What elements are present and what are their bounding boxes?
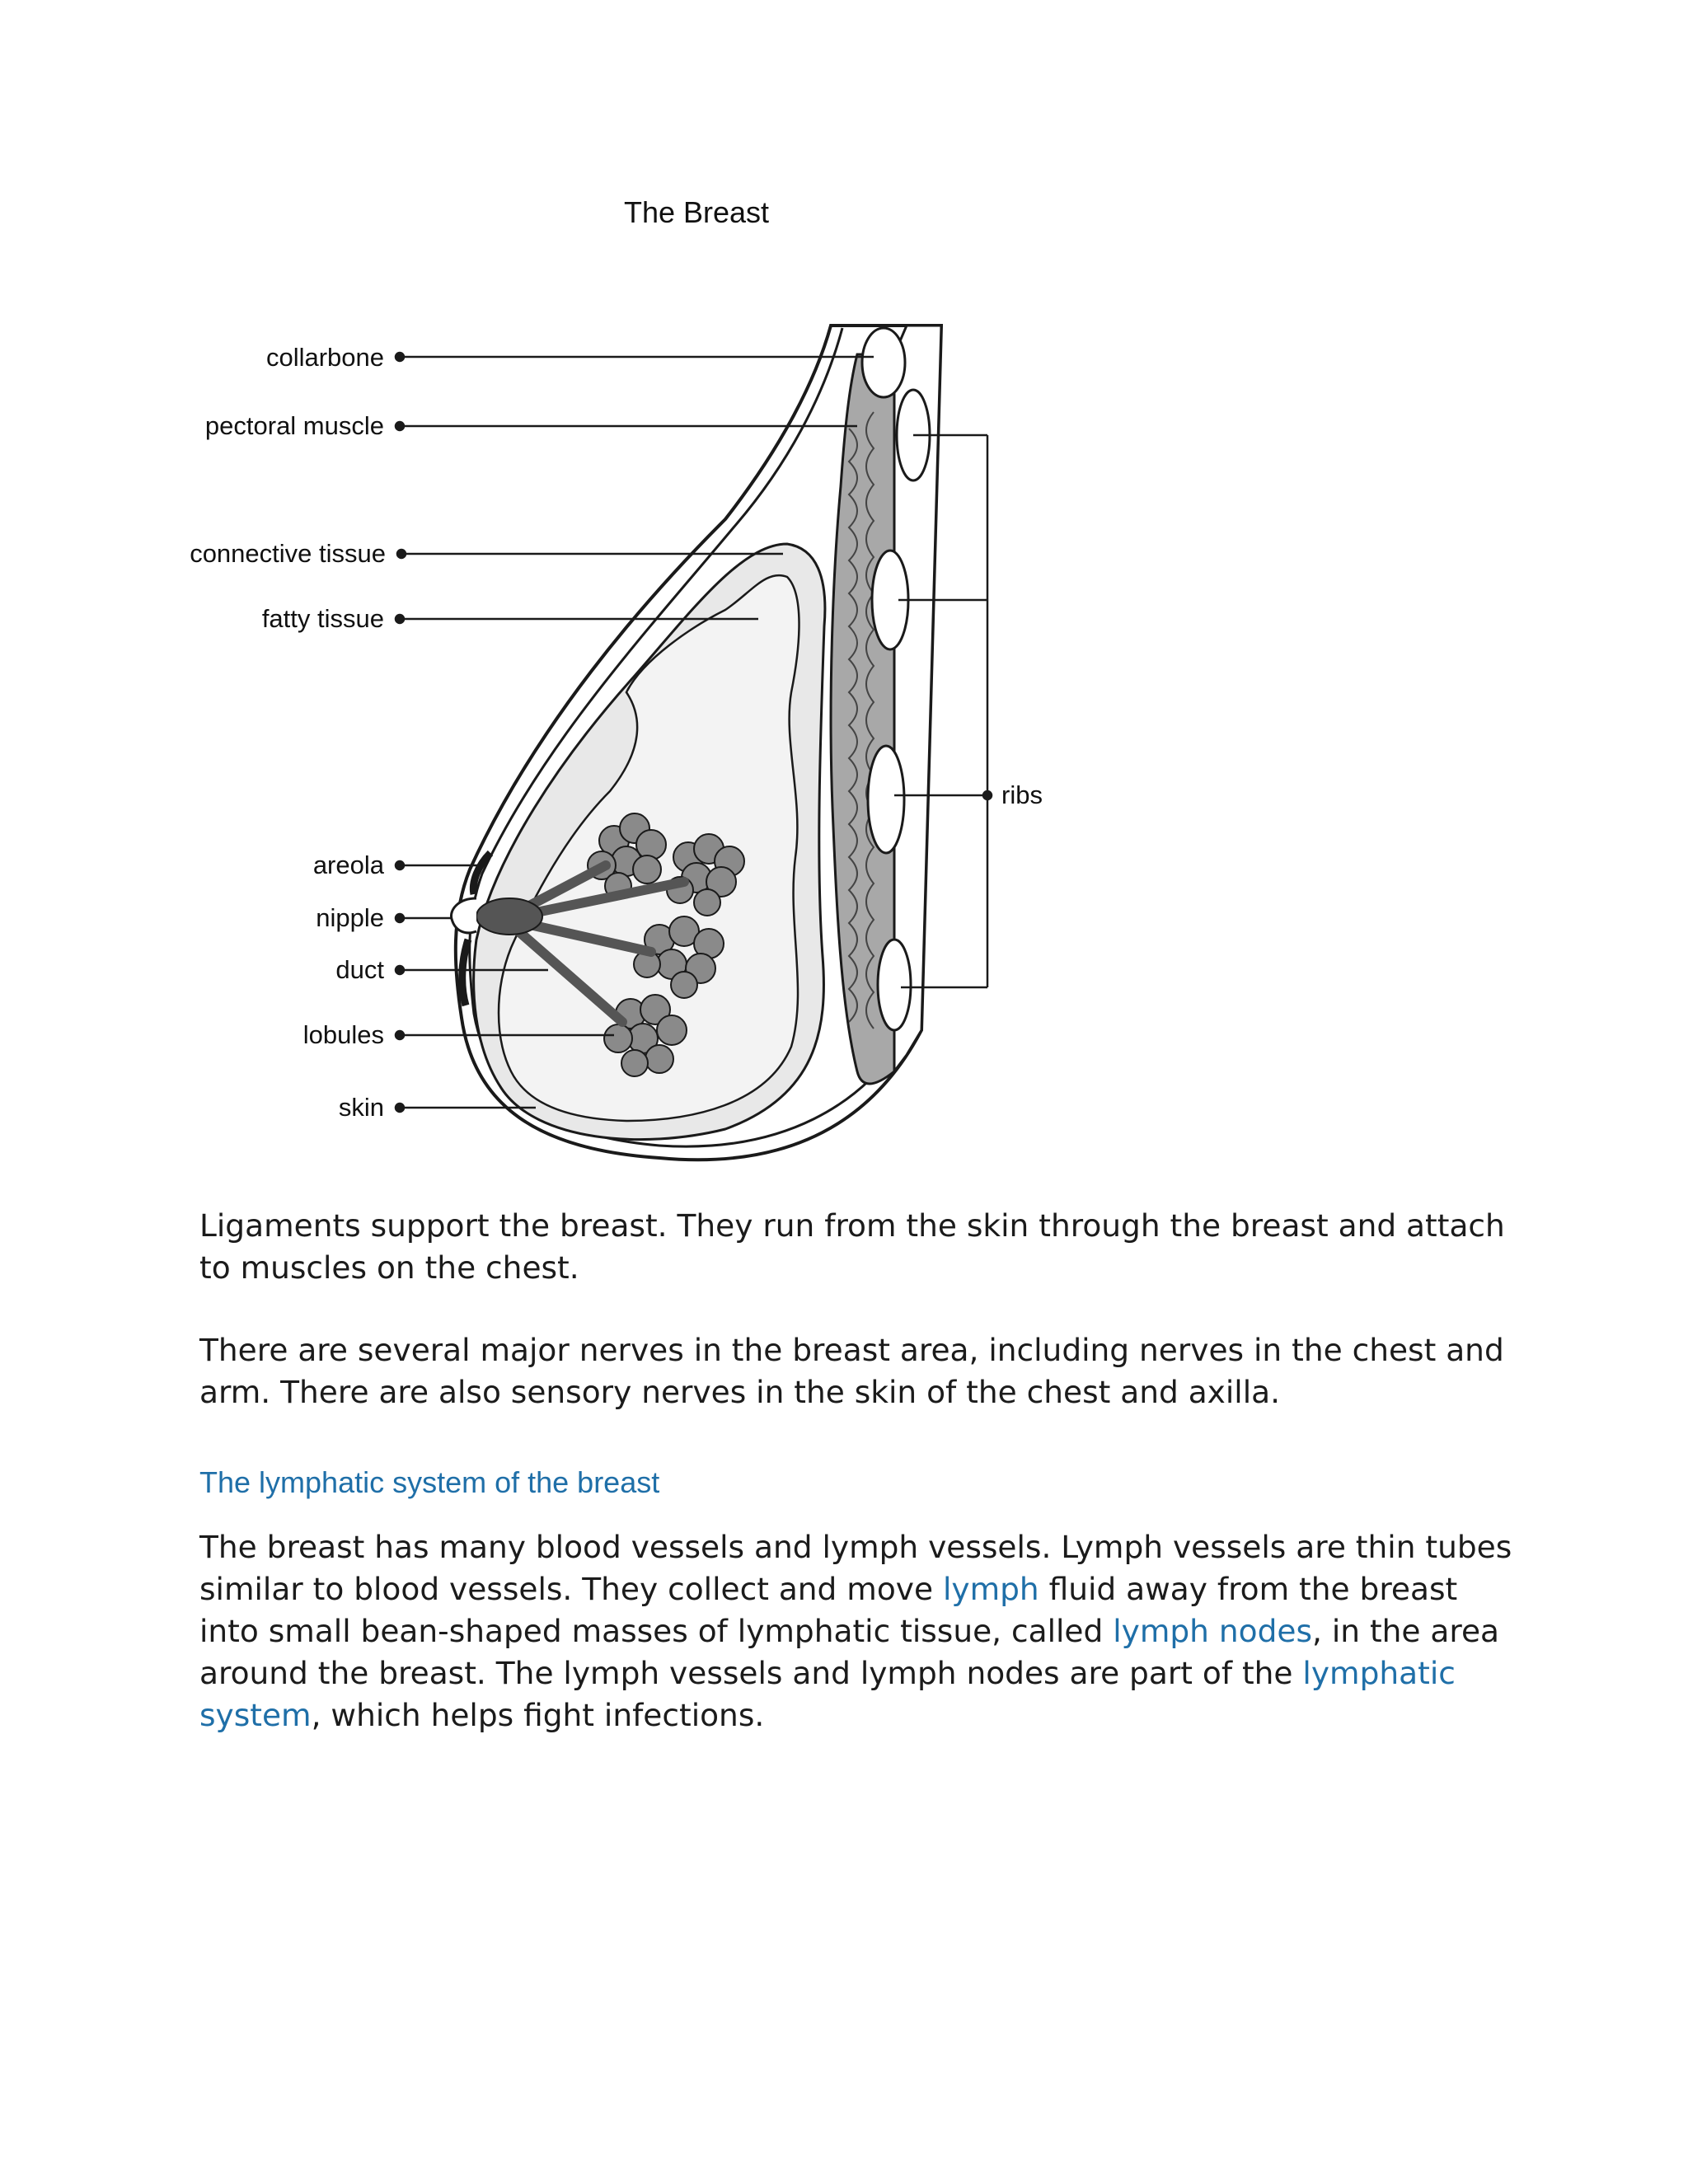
link-lymph[interactable]: lymph [942,1571,1039,1607]
collarbone-shape [862,328,905,397]
text-run: , which helps fight infections. [311,1697,765,1733]
label-pectoral-muscle: pectoral muscle [204,411,384,440]
paragraph-nerves: There are several major nerves in the breast area, including nerves in the chest and arm. There are also sensory nerves in the skin of the chest and axilla. [199,1332,1504,1410]
diagram-title: The Breast [623,195,770,229]
text-run: The breast has many blood vessels and lymph vessels. Lymph vessels are thin tubes similar to blood vessels. They collect and move [199,1529,1512,1607]
label-skin: skin [338,1093,384,1122]
label-duct: duct [335,955,384,984]
rib-4 [878,940,911,1030]
link-lymphatic-system[interactable]: lymphatic system [199,1655,1456,1733]
link-lymph-nodes[interactable]: lymph nodes [1113,1613,1312,1649]
rib-3 [868,746,904,853]
paragraph-ligaments: Ligaments support the breast. They run from the skin through the breast and attach to muscles on the chest. [199,1207,1505,1286]
label-fatty-tissue: fatty tissue [261,604,384,633]
label-connective-tissue: connective tissue [190,539,386,568]
label-areola: areola [312,851,384,879]
text-run: fluid away from the breast into small bean-shaped masses of lymphatic tissue, called [199,1571,1458,1649]
label-collarbone: collarbone [265,343,384,372]
label-nipple: nipple [316,903,384,932]
text-run: , in the area around the breast. The lymph vessels and lymph nodes are part of the [199,1613,1500,1691]
label-lobules: lobules [302,1020,384,1049]
nipple [451,898,476,933]
section-heading-lymphatic: The lymphatic system of the breast [199,1465,660,1499]
duct-sinus [476,898,542,935]
paragraph-lymph-vessels [199,1526,1518,1736]
label-ribs: ribs [1001,780,1043,809]
